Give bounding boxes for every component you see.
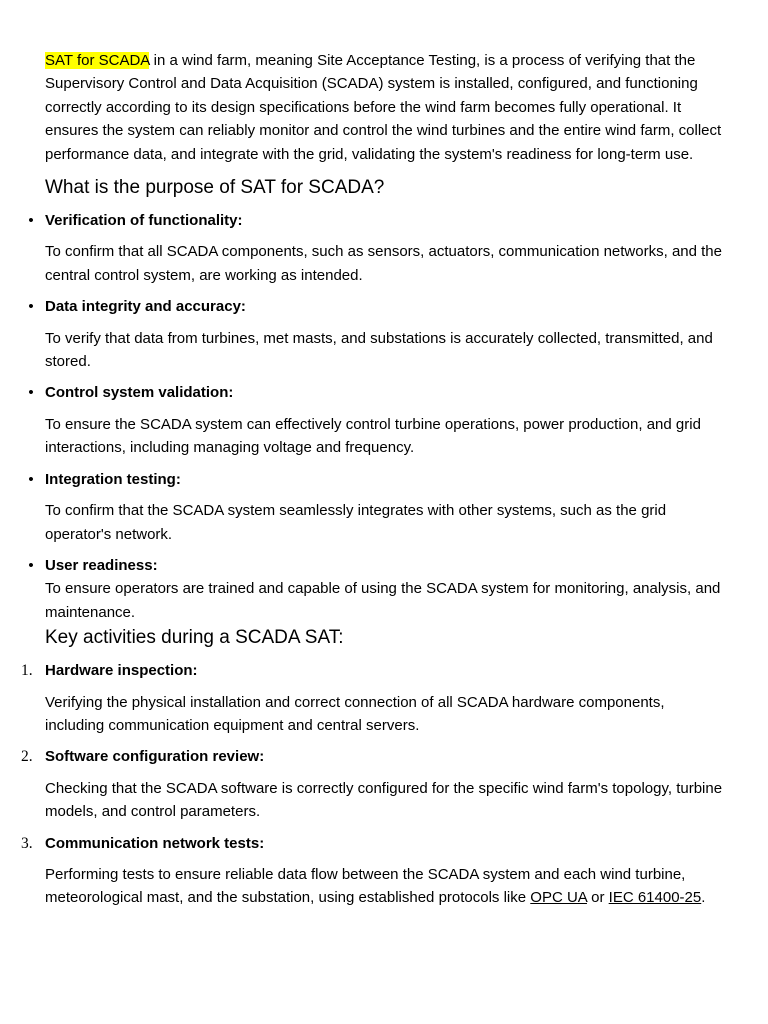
activity-desc-text: Performing tests to ensure reliable data flow between the SCADA system and each wind turbine, meteorological mast, and the substation, using established protocols like xyxy=(45,865,686,907)
list-number: 2. xyxy=(21,748,33,766)
purpose-item-desc: To confirm that the SCADA system seamlessly integrates with other systems, such as the grid operator's network. xyxy=(45,502,667,543)
bullet-marker: • xyxy=(28,298,34,316)
purpose-item-term: Control system validation: xyxy=(45,384,234,402)
activity-item-term: Hardware inspection: xyxy=(45,662,198,680)
list-number: 3. xyxy=(21,834,33,852)
activity-item-software xyxy=(21,745,725,823)
purpose-item-desc: To verify that data from turbines, met masts, and substations is accurately collected, transmitted, and stored. xyxy=(45,329,713,371)
activity-item-desc: Checking that the SCADA software is correctly configured for the specific wind farm's topology, turbine models, and control parameters. xyxy=(45,779,723,821)
purpose-item-data-integrity xyxy=(28,295,725,373)
highlighted-term: SAT for SCADA xyxy=(45,52,150,69)
purpose-item-term: Integration testing: xyxy=(45,470,181,488)
purpose-item-desc: To confirm that all SCADA components, such as sensors, actuators, communication networks, and the central control system, are working as intended. xyxy=(45,243,722,284)
purpose-item-term: User readiness: xyxy=(45,556,158,574)
activity-item-network xyxy=(21,832,725,910)
activity-item-hardware xyxy=(21,659,725,737)
purpose-item-verification xyxy=(28,209,725,287)
activity-item-desc: Verifying the physical installation and correct connection of all SCADA hardware components, including communication equipment and central servers. xyxy=(45,693,665,734)
opc-ua-link[interactable]: OPC UA xyxy=(530,889,587,907)
purpose-item-integration xyxy=(28,468,725,546)
purpose-item-term: Verification of functionality: xyxy=(45,212,243,230)
activity-desc-text: or xyxy=(586,889,609,907)
activity-item-term: Software configuration review: xyxy=(45,748,265,766)
intro-paragraph xyxy=(45,49,725,166)
activity-item-term: Communication network tests: xyxy=(45,834,265,852)
bullet-marker: • xyxy=(28,384,34,402)
iec-61400-25-link[interactable]: IEC 61400-25 xyxy=(608,889,702,907)
purpose-item-control-validation xyxy=(28,381,725,459)
purpose-item-desc: To ensure the SCADA system can effectively control turbine operations, power production, and grid interactions, including managing voltage and frequency. xyxy=(45,415,701,457)
bullet-marker: • xyxy=(28,556,34,574)
activities-heading: Key activities during a SCADA SAT: xyxy=(45,627,344,649)
document-body xyxy=(21,49,725,918)
purpose-item-user-readiness xyxy=(28,554,725,624)
purpose-item-desc: To ensure operators are trained and capable of using the SCADA system for monitoring, analysis, and maintenance. xyxy=(45,580,721,621)
activity-desc-text: . xyxy=(701,889,706,907)
bullet-marker: • xyxy=(28,470,34,488)
intro-text: in a wind farm, meaning Site Acceptance Testing, is a process of verifying that the Supervisory Control and Data Acquisition (SCADA) system is installed, configured, and functioning correctly according to its design specifications before the wind farm becomes fully operational. It ensures the system can reliably monitor and control the wind turbines and the entire wind farm, collect performance data, and integrate with the grid, validating the system's readiness for long-term use. xyxy=(45,52,722,163)
purpose-heading: What is the purpose of SAT for SCADA? xyxy=(45,177,385,199)
list-number: 1. xyxy=(21,662,33,680)
purpose-item-term: Data integrity and accuracy: xyxy=(45,298,246,316)
bullet-marker: • xyxy=(28,212,34,230)
activity-item-desc xyxy=(45,863,725,910)
